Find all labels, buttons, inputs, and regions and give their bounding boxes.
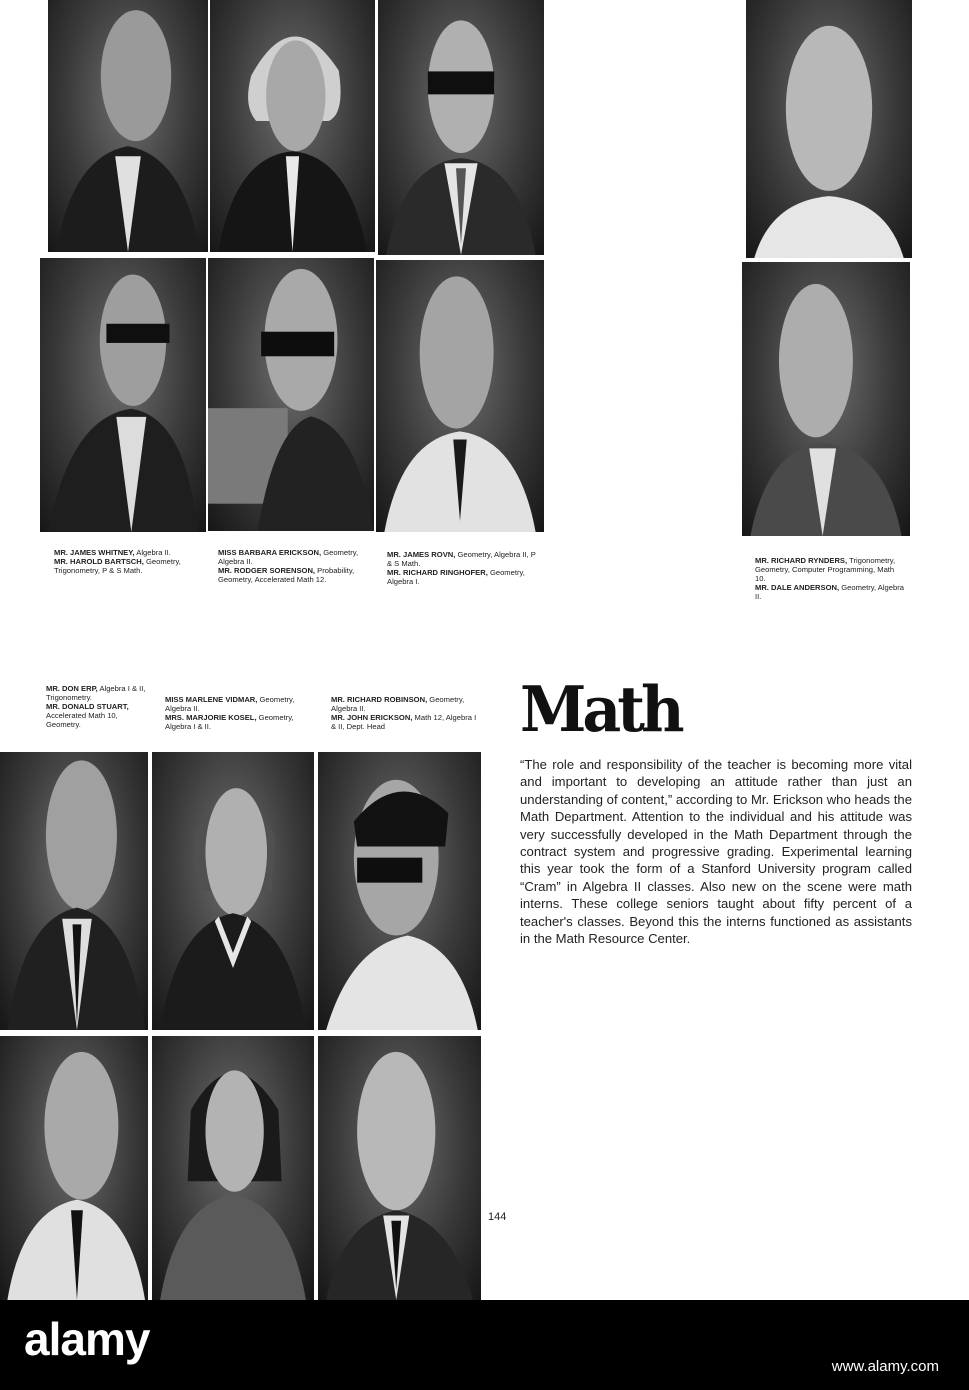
photo-teacher-5 <box>40 258 206 532</box>
teacher-name: MR. JOHN ERICKSON, <box>331 713 413 722</box>
teacher-subjects: Trigonometry, Geometry, Computer Programming, Math 10. <box>755 556 896 583</box>
section-heading: Math <box>520 673 681 747</box>
teacher-subjects: Geometry, Algebra I. <box>387 568 525 586</box>
photo-teacher-9 <box>0 752 148 1030</box>
photo-teacher-12 <box>0 1036 148 1300</box>
teacher-name: MR. HAROLD BARTSCH, <box>54 557 144 566</box>
photo-teacher-7 <box>376 260 544 532</box>
portrait-silhouette <box>208 258 374 531</box>
teacher-subjects: Geometry, Algebra I & II. <box>165 713 294 731</box>
caption-erickson-sorenson <box>218 548 368 584</box>
teacher-name: MISS MARLENE VIDMAR, <box>165 695 258 704</box>
teacher-name: MRS. MARJORIE KOSEL, <box>165 713 257 722</box>
page-number: 144 <box>488 1211 507 1223</box>
teacher-subjects: Geometry, Algebra II. <box>165 695 295 713</box>
teacher-name: MR. JAMES ROVN, <box>387 550 456 559</box>
caption-robinson-erickson <box>331 695 481 731</box>
caption-vidmar-kosel <box>165 695 317 731</box>
photo-teacher-2 <box>210 0 375 252</box>
photo-teacher-3 <box>378 0 544 255</box>
teacher-name: MR. RICHARD ROBINSON, <box>331 695 428 704</box>
caption-erp-stuart <box>46 684 151 729</box>
teacher-subjects: Geometry, Algebra II. <box>218 548 359 566</box>
teacher-subjects: Accelerated Math 10, Geometry. <box>46 711 118 729</box>
portrait-silhouette <box>376 260 544 532</box>
teacher-name: MR. DALE ANDERSON, <box>755 583 840 592</box>
portrait-silhouette <box>318 752 481 1030</box>
teacher-subjects: Geometry, Trigonometry, P & S Math. <box>54 557 181 575</box>
photo-teacher-4 <box>746 0 912 258</box>
caption-whitney-bartsch <box>54 548 204 575</box>
portrait-silhouette <box>210 0 375 252</box>
teacher-name: MR. DONALD STUART, <box>46 702 129 711</box>
teacher-name: MR. JAMES WHITNEY, <box>54 548 135 557</box>
teacher-subjects: Math 12, Algebra I & II, Dept. Head <box>331 713 477 731</box>
teacher-subjects: Geometry, Algebra II. <box>331 695 465 713</box>
caption-rynders-anderson <box>755 556 905 601</box>
portrait-silhouette <box>742 262 910 536</box>
portrait-silhouette <box>378 0 544 255</box>
portrait-silhouette <box>0 1036 148 1300</box>
article-body: “The role and responsibility of the teacher is becoming more vital and important to developing an attitude rather than just an understanding of content,” according to Mr. Erickson who heads the Math Department. Attention to the individual and his attitude was very successfully developed in the Math Department through the contract system and progressive grading. Experimental learning this year took the form of a Stanford University program called “Cram” in Algebra II classes. Also new on the scene were math interns. These college seniors taught about fifty percent of a teacher's classes. Beyond this the interns functioned as assistants in the Math Resource Center. <box>520 757 912 947</box>
teacher-name: MR. RICHARD RINGHOFER, <box>387 568 488 577</box>
portrait-silhouette <box>40 258 206 532</box>
teacher-subjects: Algebra I & II, Trigonometry. <box>46 684 146 702</box>
portrait-silhouette <box>152 752 314 1030</box>
photo-teacher-6 <box>208 258 374 531</box>
photo-teacher-8 <box>742 262 910 536</box>
watermark-url: www.alamy.com <box>831 1358 939 1375</box>
teacher-name: MR. RICHARD RYNDERS, <box>755 556 848 565</box>
portrait-silhouette <box>746 0 912 258</box>
teacher-name: MR. DON ERP, <box>46 684 98 693</box>
teacher-subjects: Algebra II. <box>134 548 171 557</box>
photo-teacher-1 <box>48 0 208 252</box>
portrait-silhouette <box>152 1036 314 1300</box>
photo-teacher-11 <box>318 752 481 1030</box>
caption-rovn-ringhofer <box>387 550 537 586</box>
teacher-name: MISS BARBARA ERICKSON, <box>218 548 322 557</box>
portrait-silhouette <box>48 0 208 252</box>
teacher-subjects: Geometry, Algebra II, P & S Math. <box>387 550 536 568</box>
teacher-subjects: Probability, Geometry, Accelerated Math 12. <box>218 566 355 584</box>
photo-teacher-10 <box>152 752 314 1030</box>
photo-teacher-14 <box>318 1036 481 1300</box>
teacher-subjects: Geometry, Algebra II. <box>755 583 904 601</box>
teacher-name: MR. RODGER SORENSON, <box>218 566 316 575</box>
portrait-silhouette <box>0 752 148 1030</box>
portrait-silhouette <box>318 1036 481 1300</box>
photo-teacher-13 <box>152 1036 314 1300</box>
watermark-logo: alamy <box>24 1313 150 1365</box>
